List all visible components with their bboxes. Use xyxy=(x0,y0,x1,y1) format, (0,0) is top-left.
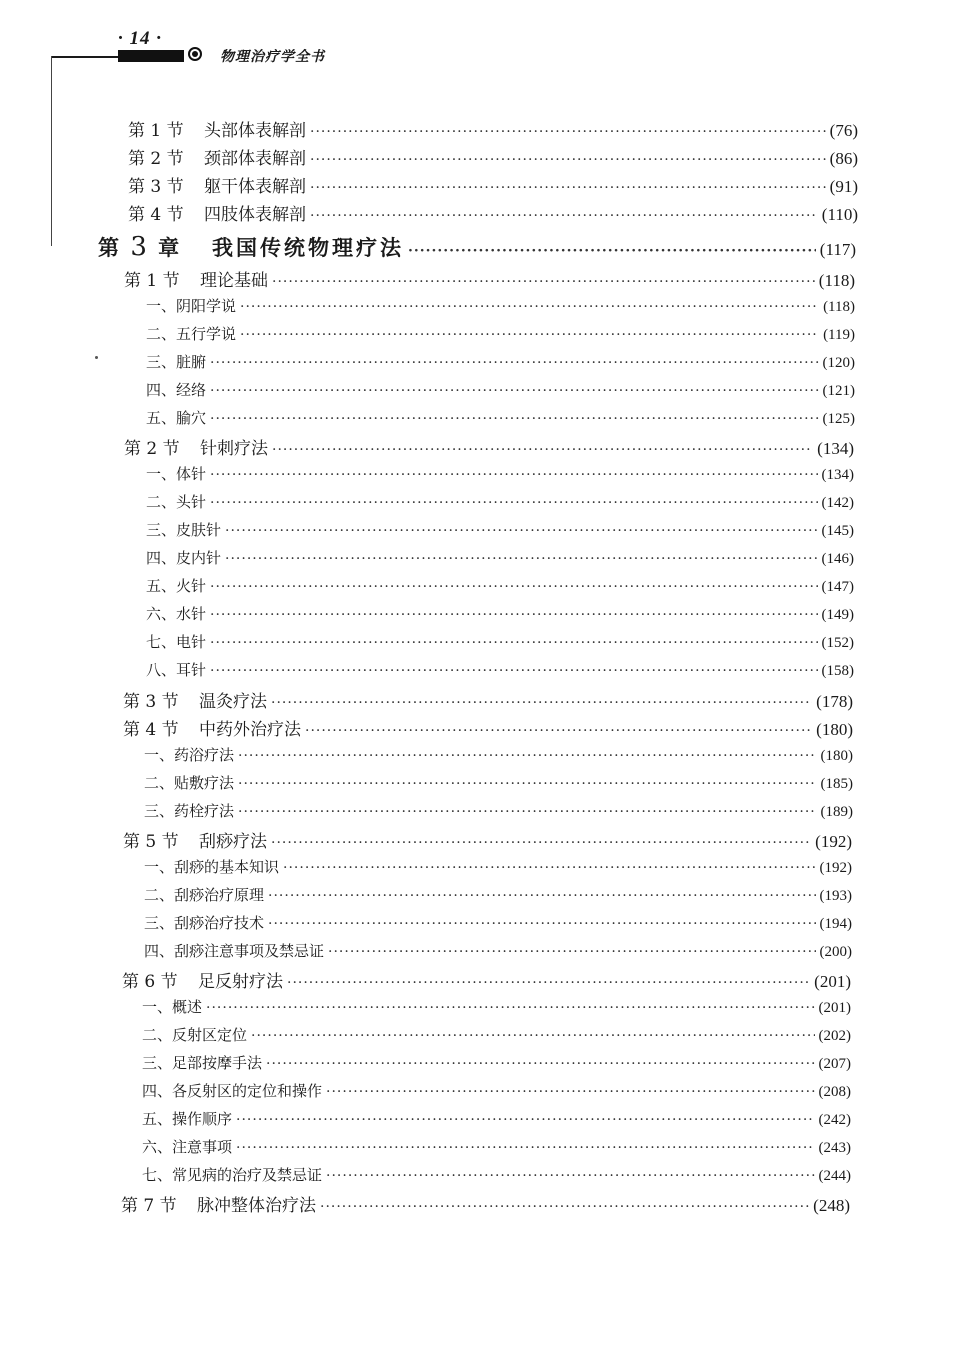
dot-leader xyxy=(271,695,812,711)
page-ref: (149) xyxy=(821,607,854,623)
dot-leader xyxy=(310,180,826,196)
item-title: 五、操作顺序 xyxy=(142,1110,233,1128)
section-title: 足反射疗法 xyxy=(198,972,283,992)
section-title: 躯干体表解剖 xyxy=(204,177,306,197)
dot-leader xyxy=(310,208,818,224)
toc-section-row[interactable] xyxy=(122,967,851,992)
section-number: 第 5 节 xyxy=(123,832,179,852)
toc-item-row[interactable] xyxy=(144,912,852,933)
item-title: 四、皮内针 xyxy=(146,549,222,567)
page-ref: (201) xyxy=(814,972,851,991)
item-title: 三、药栓疗法 xyxy=(144,802,235,820)
dot-leader xyxy=(266,1056,814,1072)
toc-section-row[interactable] xyxy=(124,266,855,291)
item-title: 六、注意事项 xyxy=(142,1138,233,1156)
toc-item-row[interactable] xyxy=(146,351,855,372)
section-title: 四肢体表解剖 xyxy=(204,205,306,225)
toc-chapter-row[interactable] xyxy=(98,232,856,262)
item-title: 三、足部按摩手法 xyxy=(142,1054,263,1072)
dot-leader xyxy=(268,888,815,904)
item-title: 七、常见病的治疗及禁忌证 xyxy=(142,1166,323,1184)
page-ref: (121) xyxy=(822,383,855,399)
toc-section-row[interactable] xyxy=(121,1191,850,1216)
page-ref: (201) xyxy=(818,1000,851,1016)
toc-item-row[interactable] xyxy=(142,1164,851,1185)
toc-item-row[interactable] xyxy=(142,1136,851,1157)
section-number: 第 2 节 xyxy=(124,439,180,459)
toc-item-row[interactable] xyxy=(146,295,855,316)
dot-leader xyxy=(287,975,810,991)
section-title: 温灸疗法 xyxy=(199,692,267,712)
dot-leader xyxy=(236,1112,814,1128)
toc-item-row[interactable] xyxy=(146,631,854,652)
page-ref: (119) xyxy=(823,327,855,343)
dot-leader xyxy=(210,355,818,371)
item-title: 五、火针 xyxy=(146,577,207,595)
item-title: 二、五行学说 xyxy=(146,325,237,343)
item-title: 一、阴阳学说 xyxy=(146,297,237,315)
page-ref: (178) xyxy=(816,692,853,711)
dot-leader xyxy=(268,916,815,932)
item-title: 三、刮痧治疗技术 xyxy=(144,914,265,932)
dot-leader xyxy=(240,299,819,315)
page-ref: (147) xyxy=(821,579,854,595)
page-ref: (142) xyxy=(821,495,854,511)
item-title: 一、体针 xyxy=(146,465,207,483)
page-ref: (91) xyxy=(829,177,858,196)
item-title: 五、腧穴 xyxy=(146,409,207,427)
dot-leader xyxy=(326,1084,814,1100)
toc-item-row[interactable] xyxy=(144,940,852,961)
dot-leader xyxy=(210,411,818,427)
toc-item-row[interactable] xyxy=(146,575,854,596)
dot-leader xyxy=(238,776,816,792)
page-ref: (152) xyxy=(821,635,854,651)
item-title: 二、头针 xyxy=(146,493,207,511)
dot-leader xyxy=(305,723,812,739)
page-ref: (248) xyxy=(813,1196,850,1215)
dot-leader xyxy=(310,152,826,168)
dot-leader xyxy=(283,860,815,876)
toc-section-row[interactable] xyxy=(123,687,853,712)
dot-leader xyxy=(236,1140,814,1156)
page-ref: (193) xyxy=(819,888,852,904)
toc-item-row[interactable] xyxy=(144,744,853,765)
toc-section-row[interactable] xyxy=(128,200,858,225)
section-number: 第 7 节 xyxy=(121,1196,177,1216)
page-ref: (208) xyxy=(818,1084,851,1100)
page-ref: (118) xyxy=(823,299,855,315)
chapter-title: 我国传统物理疗法 xyxy=(212,235,404,260)
page-ref: (145) xyxy=(821,523,854,539)
item-title: 八、耳针 xyxy=(146,661,207,679)
item-title: 四、经络 xyxy=(146,381,207,399)
item-title: 七、电针 xyxy=(146,633,207,651)
toc-item-row[interactable] xyxy=(142,1052,851,1073)
toc-item-row[interactable] xyxy=(142,1024,851,1045)
section-number: 第 4 节 xyxy=(123,720,179,740)
chapter-suffix: 章 xyxy=(158,235,182,260)
dot-leader xyxy=(240,327,819,343)
item-title: 二、贴敷疗法 xyxy=(144,774,235,792)
toc-item-row[interactable] xyxy=(146,547,854,568)
toc-item-row[interactable] xyxy=(144,856,852,877)
item-title: 三、皮肤针 xyxy=(146,521,222,539)
page-ref: (243) xyxy=(818,1140,851,1156)
dot-leader xyxy=(310,124,826,140)
page-ref: (185) xyxy=(820,776,853,792)
page-ref: (192) xyxy=(819,860,852,876)
page-ref: (207) xyxy=(818,1056,851,1072)
toc-section-row[interactable] xyxy=(128,172,858,197)
toc-section-row[interactable] xyxy=(124,434,854,459)
page-ref: (242) xyxy=(818,1112,851,1128)
page-ref: (180) xyxy=(816,720,853,739)
item-title: 一、概述 xyxy=(142,998,203,1016)
toc-item-row[interactable] xyxy=(146,491,854,512)
toc-item-row[interactable] xyxy=(142,996,851,1017)
item-title: 四、刮痧注意事项及禁忌证 xyxy=(144,942,325,960)
toc-item-row[interactable] xyxy=(146,407,855,428)
section-title: 针刺疗法 xyxy=(200,439,268,459)
page-ref: (200) xyxy=(819,944,852,960)
page-number: · 14 · xyxy=(118,28,162,49)
toc-item-row[interactable] xyxy=(142,1080,851,1101)
dot-leader xyxy=(272,274,815,290)
toc-item-row[interactable] xyxy=(144,772,853,793)
page-ref: (244) xyxy=(818,1168,851,1184)
page-ref: (194) xyxy=(819,916,852,932)
page-ref: (86) xyxy=(829,149,858,168)
toc-item-row[interactable] xyxy=(146,323,855,344)
toc-item-row[interactable] xyxy=(146,463,854,484)
dot-leader xyxy=(210,635,817,651)
dot-leader xyxy=(408,243,816,259)
section-title: 刮痧疗法 xyxy=(199,832,267,852)
dot-leader xyxy=(210,467,817,483)
toc-item-row[interactable] xyxy=(144,884,852,905)
chapter-number xyxy=(98,232,212,262)
section-number: 第 1 节 xyxy=(128,121,184,141)
dot-leader xyxy=(210,495,817,511)
toc-section-row[interactable] xyxy=(128,144,858,169)
toc-item-row[interactable] xyxy=(146,519,854,540)
page-ref: (202) xyxy=(818,1028,851,1044)
page-ref: (125) xyxy=(822,411,855,427)
dot-leader xyxy=(328,944,815,960)
section-title: 中药外治疗法 xyxy=(199,720,301,740)
page-ref: (134) xyxy=(821,467,854,483)
toc-section-row[interactable] xyxy=(128,116,858,141)
page-ref: (134) xyxy=(817,439,854,458)
toc-item-row[interactable] xyxy=(144,800,853,821)
dot-leader xyxy=(225,523,817,539)
section-number: 第 3 节 xyxy=(128,177,184,197)
dot-leader xyxy=(225,551,817,567)
section-title: 脉冲整体治疗法 xyxy=(197,1196,316,1216)
dot-leader xyxy=(272,442,813,458)
chapter-prefix: 第 xyxy=(98,235,121,260)
section-number: 第 4 节 xyxy=(128,205,184,225)
toc-item-row[interactable] xyxy=(146,379,855,400)
toc-section-row[interactable] xyxy=(123,715,853,740)
page-ref: (120) xyxy=(822,355,855,371)
toc-section-row[interactable] xyxy=(123,827,852,852)
dot-leader xyxy=(238,804,816,820)
toc-item-row[interactable] xyxy=(146,603,854,624)
item-title: 一、药浴疗法 xyxy=(144,746,235,764)
section-number: 第 3 节 xyxy=(123,692,179,712)
item-title: 三、脏腑 xyxy=(146,353,207,371)
page-ref: (146) xyxy=(821,551,854,567)
item-title: 六、水针 xyxy=(146,605,207,623)
dot-leader xyxy=(271,835,811,851)
page-ref: (189) xyxy=(820,804,853,820)
item-title: 二、刮痧治疗原理 xyxy=(144,886,265,904)
page-ref: (180) xyxy=(820,748,853,764)
dot-leader xyxy=(210,607,817,623)
dot-leader xyxy=(206,1000,814,1016)
page-ref: (76) xyxy=(829,121,858,140)
item-title: 一、刮痧的基本知识 xyxy=(144,858,280,876)
chapter-digit: 3 xyxy=(130,232,149,262)
page-ref: (158) xyxy=(821,663,854,679)
toc-item-row[interactable] xyxy=(142,1108,851,1129)
dot-leader xyxy=(251,1028,814,1044)
section-number: 第 1 节 xyxy=(124,271,180,291)
dot-leader xyxy=(238,748,816,764)
section-number: 第 6 节 xyxy=(122,972,178,992)
page-ref: (117) xyxy=(819,240,856,259)
dot-leader xyxy=(210,383,818,399)
section-title: 颈部体表解剖 xyxy=(204,149,306,169)
section-number: 第 2 节 xyxy=(128,149,184,169)
item-title: 四、各反射区的定位和操作 xyxy=(142,1082,323,1100)
page-ref: (118) xyxy=(818,271,855,290)
book-title: 物理治疗学全书 xyxy=(220,49,325,65)
page-ref: (192) xyxy=(815,832,852,851)
toc-item-row[interactable] xyxy=(146,659,854,680)
dot-leader xyxy=(326,1168,814,1184)
item-title: 二、反射区定位 xyxy=(142,1026,248,1044)
section-title: 头部体表解剖 xyxy=(204,121,306,141)
dot-leader xyxy=(320,1199,809,1215)
section-title: 理论基础 xyxy=(200,271,268,291)
dot-leader xyxy=(210,579,817,595)
dot-leader xyxy=(210,663,817,679)
page-ref: (110) xyxy=(821,205,858,224)
